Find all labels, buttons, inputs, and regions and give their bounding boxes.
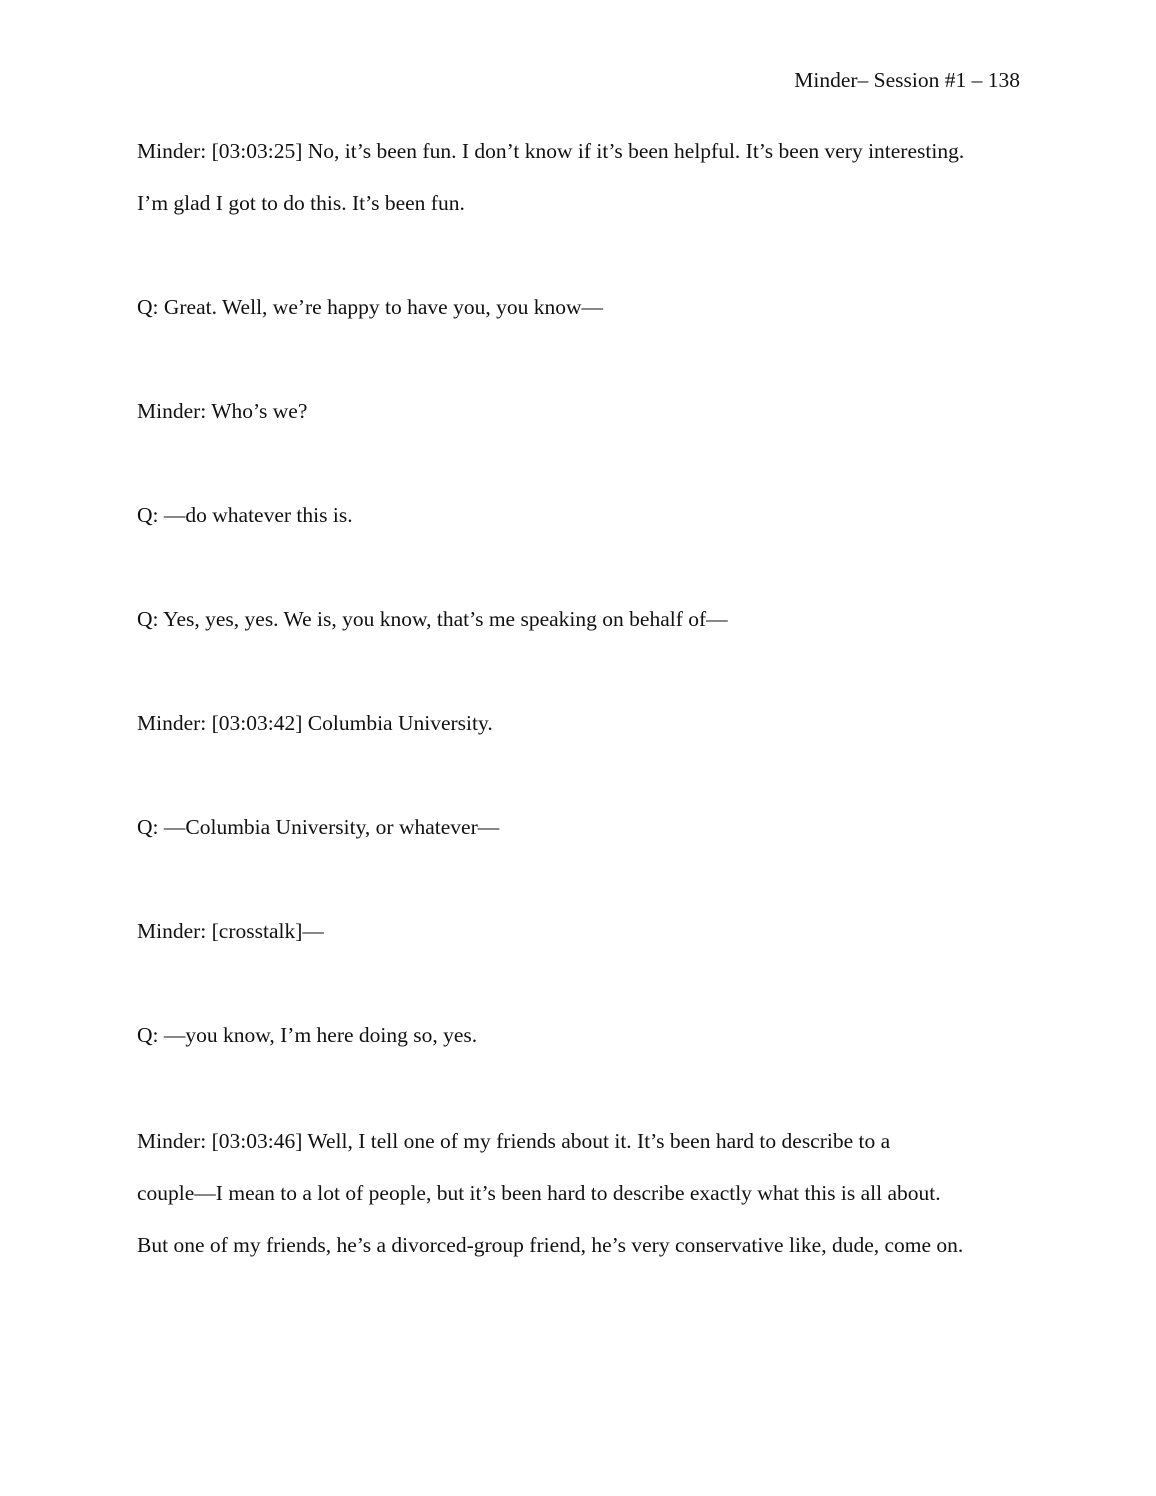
paragraph bbox=[137, 281, 1037, 333]
text-line: Q: —do whatever this is. bbox=[137, 503, 353, 527]
paragraph bbox=[137, 489, 1037, 541]
text-line: couple—I mean to a lot of people, but it’s been hard to describe exactly what this is all about. bbox=[137, 1181, 941, 1205]
paragraph bbox=[137, 905, 1037, 957]
paragraph bbox=[137, 1115, 1037, 1271]
text-line: Q: Great. Well, we’re happy to have you, you know— bbox=[137, 295, 603, 319]
text-line: Q: —you know, I’m here doing so, yes. bbox=[137, 1023, 478, 1047]
text-line: Minder: [03:03:42] Columbia University. bbox=[137, 711, 493, 735]
text-line: Minder: [03:03:25] No, it’s been fun. I don’t know if it’s been helpful. It’s been very interesting. bbox=[137, 139, 965, 163]
text-line: Minder: [03:03:46] Well, I tell one of my friends about it. It’s been hard to describe to a bbox=[137, 1129, 891, 1153]
text-line: But one of my friends, he’s a divorced-group friend, he’s very conservative like, dude, come on. bbox=[137, 1233, 964, 1257]
paragraph bbox=[137, 385, 1037, 437]
text-line: I’m glad I got to do this. It’s been fun. bbox=[137, 191, 465, 215]
paragraph bbox=[137, 801, 1037, 853]
page-header: Minder– Session #1 – 138 bbox=[794, 68, 1020, 92]
paragraph bbox=[137, 697, 1037, 749]
paragraph bbox=[137, 1009, 1037, 1061]
transcript-body bbox=[137, 125, 1037, 1323]
text-line: Q: —Columbia University, or whatever— bbox=[137, 815, 500, 839]
text-line: Q: Yes, yes, yes. We is, you know, that’s me speaking on behalf of— bbox=[137, 607, 728, 631]
text-line: Minder: [crosstalk]— bbox=[137, 919, 324, 943]
paragraph bbox=[137, 593, 1037, 645]
text-line: Minder: Who’s we? bbox=[137, 399, 308, 423]
paragraph bbox=[137, 125, 1037, 229]
